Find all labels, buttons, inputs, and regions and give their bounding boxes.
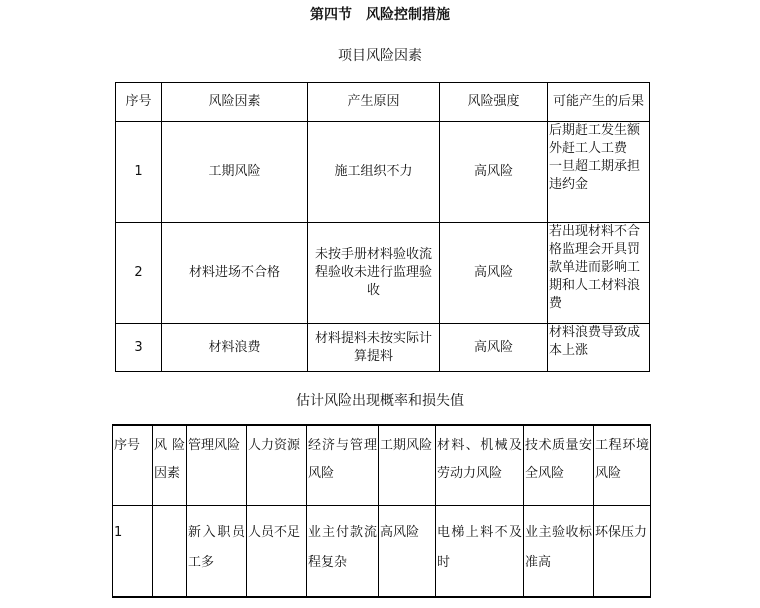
risk-level: 高风险 <box>440 223 548 324</box>
table2-caption: 估计风险出现概率和损失值 <box>296 393 464 409</box>
row-number: 3 <box>116 324 162 372</box>
header-cell: 风险强度 <box>440 83 548 122</box>
risk-cause: 材料提料未按实际计算提料 <box>308 324 440 372</box>
header-cell: 风险因素 <box>153 425 187 505</box>
row-number: 1 <box>116 122 162 223</box>
data-cell: 高风险 <box>379 505 436 597</box>
data-cell: 新入职员工多 <box>187 505 247 597</box>
data-cell: 业主付款流程复杂 <box>307 505 379 597</box>
header-cell: 管理风险 <box>187 425 247 505</box>
header-cell: 技术质量安全风险 <box>524 425 594 505</box>
header-cell: 产生原因 <box>308 83 440 122</box>
table-row <box>116 122 650 223</box>
risk-factor: 材料进场不合格 <box>162 223 308 324</box>
table-header-row <box>113 425 651 505</box>
table-row <box>116 223 650 324</box>
header-cell: 人力资源 <box>247 425 307 505</box>
risk-factor: 材料浪费 <box>162 324 308 372</box>
risk-consequence <box>548 223 650 324</box>
consequence-line: 材料浪费导致成本上涨 <box>549 325 641 358</box>
table-row <box>116 324 650 372</box>
row-number: 1 <box>113 505 153 597</box>
header-cell: 工程环境风险 <box>594 425 651 505</box>
risk-cause: 未按手册材料验收流程验收未进行监理验收 <box>308 223 440 324</box>
header-cell: 序号 <box>116 83 162 122</box>
section-heading: 第四节 风险控制措施 <box>310 7 450 23</box>
risk-level: 高风险 <box>440 324 548 372</box>
table-header-row <box>116 83 650 122</box>
consequence-line: 若出现材料不合格监理会开具罚款单进而影响工期和人工材料浪费 <box>549 224 641 311</box>
header-cell: 风险因素 <box>162 83 308 122</box>
risk-level: 高风险 <box>440 122 548 223</box>
risk-factor: 工期风险 <box>162 122 308 223</box>
header-cell: 经济与管理风险 <box>307 425 379 505</box>
table1-caption: 项目风险因素 <box>338 48 422 64</box>
risk-cause: 施工组织不力 <box>308 122 440 223</box>
header-cell: 材料、机械及劳动力风险 <box>436 425 524 505</box>
data-cell <box>153 505 187 597</box>
row-number: 2 <box>116 223 162 324</box>
data-cell: 业主验收标准高 <box>524 505 594 597</box>
consequence-line: 一旦超工期承担违约金 <box>549 159 641 192</box>
risk-factors-table <box>115 82 650 372</box>
data-cell: 电梯上料不及时 <box>436 505 524 597</box>
risk-consequence <box>548 324 650 372</box>
header-cell: 序号 <box>113 425 153 505</box>
data-cell: 环保压力 <box>594 505 651 597</box>
header-cell: 工期风险 <box>379 425 436 505</box>
table-row <box>113 505 651 597</box>
data-cell: 人员不足 <box>247 505 307 597</box>
risk-probability-table <box>112 424 651 598</box>
risk-consequence <box>548 122 650 223</box>
consequence-line: 后期赶工发生额外赶工人工费 <box>549 123 641 156</box>
header-cell: 可能产生的后果 <box>548 83 650 122</box>
